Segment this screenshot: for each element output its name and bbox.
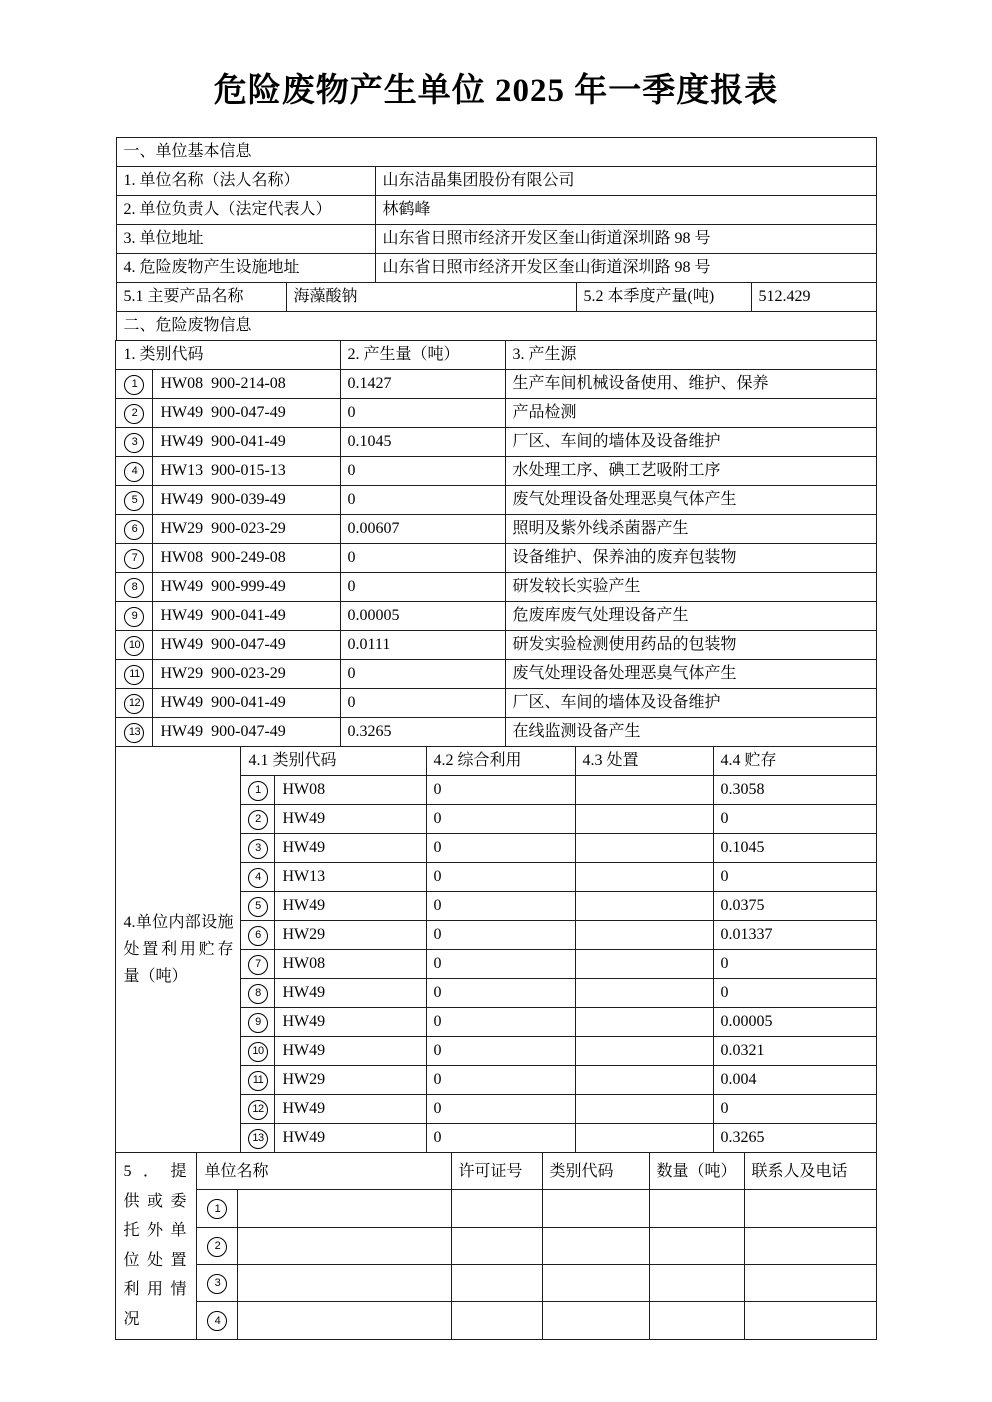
col-header-permit-no: 许可证号 (451, 1153, 542, 1190)
waste-code: HW49 900-041-49 (153, 689, 340, 718)
utilization-value: 0 (426, 921, 575, 950)
circled-number: 13 (248, 1129, 268, 1149)
circled-number: 12 (124, 694, 144, 714)
circled-number: 1 (207, 1199, 227, 1219)
waste-source: 危废库废气处理设备产生 (505, 602, 876, 631)
unit-name-cell (238, 1190, 451, 1227)
unit-name-cell (238, 1227, 451, 1264)
col-header-source: 3. 产生源 (505, 341, 876, 370)
col-header-utilization: 4.2 综合利用 (426, 747, 575, 776)
unit-head-value: 林鹤峰 (375, 196, 876, 225)
unit-name-cell (238, 1264, 451, 1301)
row-index (241, 1066, 275, 1095)
waste-amount: 0 (340, 486, 505, 515)
waste-code: HW49 900-041-49 (153, 602, 340, 631)
waste-source: 厂区、车间的墙体及设备维护 (505, 689, 876, 718)
waste-code: HW29 900-023-29 (153, 515, 340, 544)
table-row (116, 1227, 876, 1264)
col-header-generated-amount: 2. 产生量（吨） (340, 341, 505, 370)
waste-amount: 0.1045 (340, 428, 505, 457)
waste-code: HW49 900-047-49 (153, 631, 340, 660)
row-index (241, 921, 275, 950)
product-name-label: 5.1 主要产品名称 (116, 283, 286, 312)
disposal-value (575, 1066, 713, 1095)
facility-address-label: 4. 危险废物产生设施地址 (116, 254, 375, 283)
waste-code: HW49 900-039-49 (153, 486, 340, 515)
circled-number: 5 (124, 491, 144, 511)
waste-code: HW49 (275, 1124, 426, 1153)
row-index (241, 950, 275, 979)
circled-number: 2 (207, 1237, 227, 1257)
circled-number: 6 (124, 520, 144, 540)
table-row (116, 1302, 876, 1339)
section2-header: 二、危险废物信息 (116, 312, 876, 341)
waste-source: 废气处理设备处理恶臭气体产生 (505, 486, 876, 515)
internal-disposal-table (115, 746, 876, 1153)
waste-code: HW29 900-023-29 (153, 660, 340, 689)
waste-amount: 0.1427 (340, 370, 505, 399)
external-disposal-table (115, 1152, 876, 1340)
table-row (116, 1264, 876, 1301)
circled-number: 7 (124, 549, 144, 569)
utilization-value: 0 (426, 1037, 575, 1066)
row-index (241, 1037, 275, 1066)
table-row (116, 1190, 876, 1227)
waste-code: HW49 (275, 805, 426, 834)
row-index (197, 1302, 238, 1339)
table-row (116, 167, 876, 196)
col-header-category-code: 4.1 类别代码 (241, 747, 426, 776)
storage-value: 0.00005 (713, 1008, 876, 1037)
row-index (241, 834, 275, 863)
quarter-output-value: 512.429 (751, 283, 876, 312)
utilization-value: 0 (426, 1066, 575, 1095)
waste-source: 照明及紫外线杀菌器产生 (505, 515, 876, 544)
waste-source: 产品检测 (505, 399, 876, 428)
circled-number: 13 (124, 723, 144, 743)
row-index (116, 660, 153, 689)
utilization-value: 0 (426, 979, 575, 1008)
circled-number: 3 (248, 839, 268, 859)
storage-value: 0.3058 (713, 776, 876, 805)
contact-cell (744, 1190, 876, 1227)
waste-amount: 0.00607 (340, 515, 505, 544)
category-code-cell (542, 1227, 649, 1264)
contact-cell (744, 1227, 876, 1264)
circled-number: 4 (248, 868, 268, 888)
disposal-value (575, 776, 713, 805)
circled-number: 10 (248, 1042, 268, 1062)
category-code-cell (542, 1302, 649, 1339)
quantity-cell (649, 1302, 744, 1339)
waste-source: 废气处理设备处理恶臭气体产生 (505, 660, 876, 689)
section4-label: 4.单位内部设施处置利用贮存量（吨） (116, 747, 241, 1153)
waste-code: HW08 (275, 950, 426, 979)
utilization-value: 0 (426, 863, 575, 892)
circled-number: 4 (124, 462, 144, 482)
circled-number: 1 (124, 375, 144, 395)
utilization-value: 0 (426, 1095, 575, 1124)
category-code-cell (542, 1190, 649, 1227)
waste-amount: 0.3265 (340, 718, 505, 747)
waste-code: HW49 900-047-49 (153, 718, 340, 747)
disposal-value (575, 834, 713, 863)
waste-code: HW13 (275, 863, 426, 892)
waste-amount: 0 (340, 399, 505, 428)
waste-code: HW29 (275, 921, 426, 950)
waste-code: HW49 (275, 979, 426, 1008)
circled-number: 5 (248, 897, 268, 917)
storage-value: 0.1045 (713, 834, 876, 863)
page-title: 危险废物产生单位 2025 年一季度报表 (213, 73, 779, 109)
unit-address-label: 3. 单位地址 (116, 225, 375, 254)
unit-name-value: 山东洁晶集团股份有限公司 (375, 167, 876, 196)
disposal-value (575, 979, 713, 1008)
waste-code: HW49 900-041-49 (153, 428, 340, 457)
table-row (116, 225, 876, 254)
unit-name-label: 1. 单位名称（法人名称） (116, 167, 375, 196)
row-index (116, 602, 153, 631)
table-row (116, 544, 876, 573)
section2-header-table (116, 311, 877, 341)
waste-amount: 0 (340, 660, 505, 689)
waste-code: HW49 (275, 1037, 426, 1066)
waste-code: HW49 (275, 1008, 426, 1037)
col-header-disposal: 4.3 处置 (575, 747, 713, 776)
table-row (116, 486, 876, 515)
table-row (116, 573, 876, 602)
table-row (116, 196, 876, 225)
row-index (241, 1095, 275, 1124)
contact-cell (744, 1302, 876, 1339)
storage-value: 0 (713, 863, 876, 892)
row-index (241, 805, 275, 834)
circled-number: 2 (124, 404, 144, 424)
facility-address-value: 山东省日照市经济开发区奎山街道深圳路 98 号 (375, 254, 876, 283)
unit-name-cell (238, 1302, 451, 1339)
section1-info-table (116, 166, 877, 283)
waste-amount: 0 (340, 457, 505, 486)
disposal-value (575, 1095, 713, 1124)
utilization-value: 0 (426, 805, 575, 834)
utilization-value: 0 (426, 834, 575, 863)
storage-value: 0 (713, 805, 876, 834)
quantity-cell (649, 1264, 744, 1301)
row-index (197, 1227, 238, 1264)
disposal-value (575, 921, 713, 950)
table-row (116, 312, 876, 341)
quantity-cell (649, 1227, 744, 1264)
circled-number: 3 (207, 1274, 227, 1294)
row-index (241, 1008, 275, 1037)
contact-cell (744, 1264, 876, 1301)
storage-value: 0.004 (713, 1066, 876, 1095)
circled-number: 6 (248, 926, 268, 946)
circled-number: 9 (248, 1013, 268, 1033)
table-row (116, 254, 876, 283)
row-index (241, 863, 275, 892)
waste-code: HW08 (275, 776, 426, 805)
row-index (116, 457, 153, 486)
disposal-value (575, 1008, 713, 1037)
circled-number: 2 (248, 810, 268, 830)
row-index (116, 399, 153, 428)
table-row (116, 283, 876, 312)
utilization-value: 0 (426, 892, 575, 921)
circled-number: 9 (124, 607, 144, 627)
circled-number: 11 (124, 665, 144, 685)
storage-value: 0.0375 (713, 892, 876, 921)
table-row (116, 428, 876, 457)
section1-header-table (116, 137, 877, 167)
circled-number: 1 (248, 781, 268, 801)
row-index (241, 1124, 275, 1153)
waste-source: 研发较长实验产生 (505, 573, 876, 602)
disposal-value (575, 1037, 713, 1066)
row-index (116, 428, 153, 457)
table-header-row (116, 1153, 876, 1190)
permit-no-cell (451, 1302, 542, 1339)
unit-head-label: 2. 单位负责人（法定代表人） (116, 196, 375, 225)
disposal-value (575, 805, 713, 834)
circled-number: 11 (248, 1071, 268, 1091)
permit-no-cell (451, 1190, 542, 1227)
waste-amount: 0 (340, 689, 505, 718)
waste-code: HW49 (275, 1095, 426, 1124)
table-header-row (116, 747, 876, 776)
table-row (116, 399, 876, 428)
waste-source: 厂区、车间的墙体及设备维护 (505, 428, 876, 457)
table-row (116, 370, 876, 399)
storage-value: 0 (713, 950, 876, 979)
utilization-value: 0 (426, 776, 575, 805)
col-header-contact: 联系人及电话 (744, 1153, 876, 1190)
waste-info-table (115, 340, 876, 747)
circled-number: 8 (124, 578, 144, 598)
section1-header: 一、单位基本信息 (116, 138, 876, 167)
product-name-value: 海藻酸钠 (286, 283, 576, 312)
table-row (116, 660, 876, 689)
waste-source: 水处理工序、碘工艺吸附工序 (505, 457, 876, 486)
storage-value: 0.3265 (713, 1124, 876, 1153)
waste-code: HW49 (275, 834, 426, 863)
waste-code: HW29 (275, 1066, 426, 1095)
row-index (116, 631, 153, 660)
disposal-value (575, 863, 713, 892)
waste-source: 生产车间机械设备使用、维护、保养 (505, 370, 876, 399)
permit-no-cell (451, 1264, 542, 1301)
circled-number: 4 (207, 1311, 227, 1331)
circled-number: 7 (248, 955, 268, 975)
waste-code: HW49 (275, 892, 426, 921)
table-row (116, 138, 876, 167)
quantity-cell (649, 1190, 744, 1227)
table-row (116, 602, 876, 631)
row-index (116, 515, 153, 544)
col-header-unit-name: 单位名称 (197, 1153, 451, 1190)
table-row (116, 515, 876, 544)
waste-code: HW49 900-999-49 (153, 573, 340, 602)
waste-code: HW08 900-214-08 (153, 370, 340, 399)
utilization-value: 0 (426, 950, 575, 979)
storage-value: 0 (713, 979, 876, 1008)
disposal-value (575, 892, 713, 921)
circled-number: 3 (124, 433, 144, 453)
col-header-quantity: 数量（吨） (649, 1153, 744, 1190)
circled-number: 10 (124, 636, 144, 656)
waste-source: 在线监测设备产生 (505, 718, 876, 747)
row-index (197, 1190, 238, 1227)
disposal-value (575, 1124, 713, 1153)
row-index (241, 776, 275, 805)
storage-value: 0.0321 (713, 1037, 876, 1066)
waste-amount: 0.00005 (340, 602, 505, 631)
col-header-category-code: 类别代码 (542, 1153, 649, 1190)
section5-label: 5．提供或委托外单位处置利用情况 (116, 1153, 197, 1340)
storage-value: 0 (713, 1095, 876, 1124)
category-code-cell (542, 1264, 649, 1301)
waste-amount: 0.0111 (340, 631, 505, 660)
circled-number: 8 (248, 984, 268, 1004)
table-row (116, 718, 876, 747)
row-index (241, 979, 275, 1008)
waste-code: HW49 900-047-49 (153, 399, 340, 428)
waste-amount: 0 (340, 544, 505, 573)
row-index (116, 689, 153, 718)
table-row (116, 631, 876, 660)
row-index (116, 718, 153, 747)
utilization-value: 0 (426, 1124, 575, 1153)
table-header-row (116, 341, 876, 370)
quarter-output-label: 5.2 本季度产量(吨) (576, 283, 751, 312)
storage-value: 0.01337 (713, 921, 876, 950)
unit-address-value: 山东省日照市经济开发区奎山街道深圳路 98 号 (375, 225, 876, 254)
utilization-value: 0 (426, 1008, 575, 1037)
row-index (241, 892, 275, 921)
disposal-value (575, 950, 713, 979)
row-index (116, 370, 153, 399)
waste-code: HW08 900-249-08 (153, 544, 340, 573)
row-index (197, 1264, 238, 1301)
col-header-storage: 4.4 贮存 (713, 747, 876, 776)
section1-product-table (116, 282, 877, 312)
waste-source: 设备维护、保养油的废弃包装物 (505, 544, 876, 573)
table-row (116, 689, 876, 718)
table-row (116, 457, 876, 486)
waste-amount: 0 (340, 573, 505, 602)
permit-no-cell (451, 1227, 542, 1264)
row-index (116, 544, 153, 573)
waste-source: 研发实验检测使用药品的包装物 (505, 631, 876, 660)
circled-number: 12 (248, 1100, 268, 1120)
col-header-category-code: 1. 类别代码 (116, 341, 340, 370)
row-index (116, 486, 153, 515)
waste-code: HW13 900-015-13 (153, 457, 340, 486)
row-index (116, 573, 153, 602)
